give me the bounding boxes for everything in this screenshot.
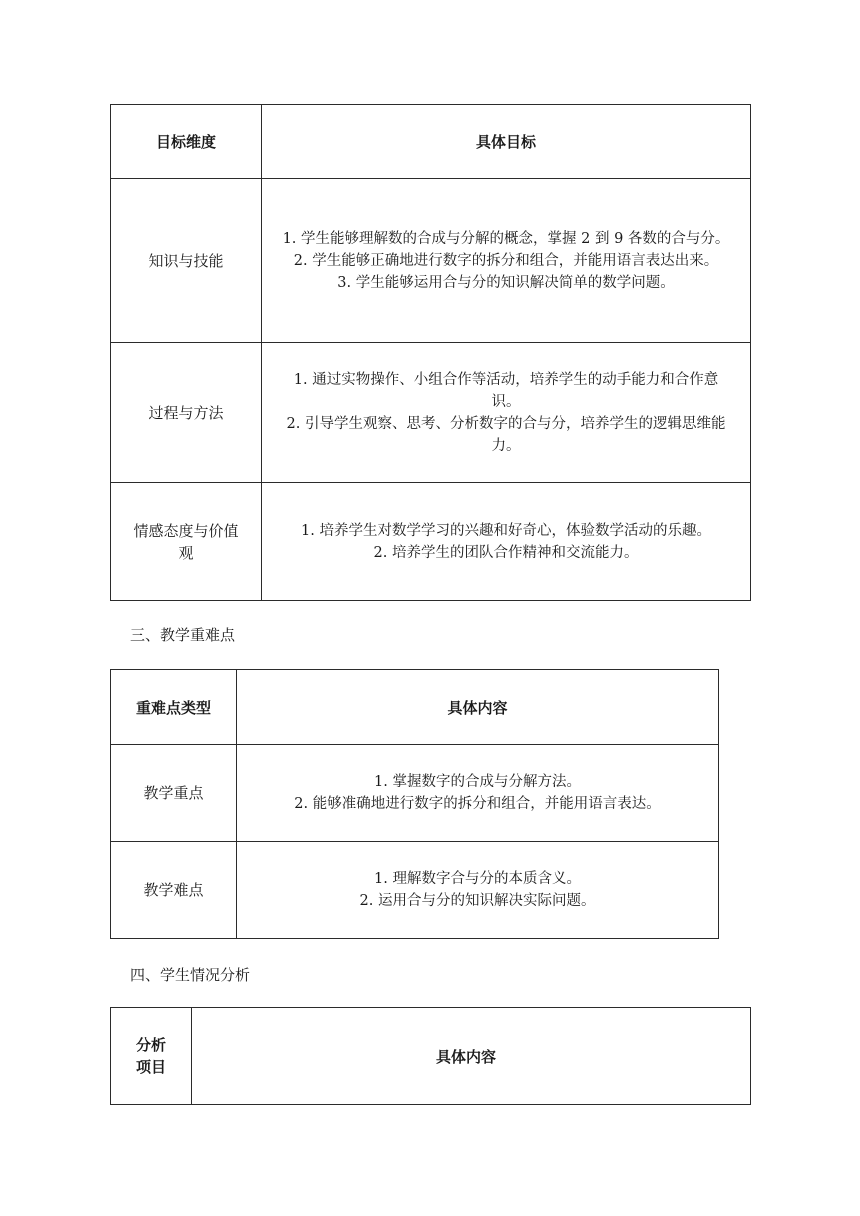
section-heading-3: 三、教学重难点 (130, 626, 236, 644)
content-key (237, 745, 719, 842)
list-item: 2. 学生能够正确地进行数字的拆分和组合，并能用语言表达出来。 (293, 252, 719, 269)
list-item: 1. 掌握数字的合成与分解方法。 (374, 774, 581, 790)
header-objectives: 具体目标 (262, 105, 751, 179)
header-content: 具体内容 (237, 670, 719, 745)
objectives-knowledge (262, 179, 751, 343)
section-heading-4: 四、学生情况分析 (130, 966, 251, 984)
content-difficult (237, 842, 719, 939)
type-key: 教学重点 (111, 745, 237, 842)
header-analysis-item: 分析项目 (111, 1008, 192, 1105)
list-item: 2. 引导学生观察、思考、分析数字的合与分，培养学生的逻辑思维能力。 (286, 415, 726, 454)
list-item: 1. 学生能够理解数的合成与分解的概念，掌握 2 到 9 各数的合与分。 (282, 230, 730, 247)
list-item: 1. 理解数字合与分的本质含义。 (374, 871, 581, 887)
header-dimension: 目标维度 (111, 105, 262, 179)
type-difficult: 教学难点 (111, 842, 237, 939)
list-item: 2. 培养学生的团队合作精神和交流能力。 (373, 544, 639, 561)
student-analysis-table (110, 1007, 751, 1105)
dimension-emotion: 情感态度与价值观 (111, 483, 262, 601)
header-type: 重难点类型 (111, 670, 237, 745)
list-item: 1. 通过实物操作、小组合作等活动，培养学生的动手能力和合作意识。 (293, 371, 719, 410)
objectives-table (110, 104, 751, 601)
dimension-process: 过程与方法 (111, 343, 262, 483)
list-item: 2. 运用合与分的知识解决实际问题。 (359, 893, 596, 909)
list-item: 1. 培养学生对数学学习的兴趣和好奇心，体验数学活动的乐趣。 (301, 522, 711, 539)
list-item: 2. 能够准确地进行数字的拆分和组合，并能用语言表达。 (294, 796, 661, 812)
objectives-process (262, 343, 751, 483)
dimension-knowledge: 知识与技能 (111, 179, 262, 343)
header-content: 具体内容 (192, 1008, 751, 1105)
list-item: 3. 学生能够运用合与分的知识解决简单的数学问题。 (337, 274, 675, 291)
key-points-table (110, 669, 719, 939)
objectives-emotion (262, 483, 751, 601)
